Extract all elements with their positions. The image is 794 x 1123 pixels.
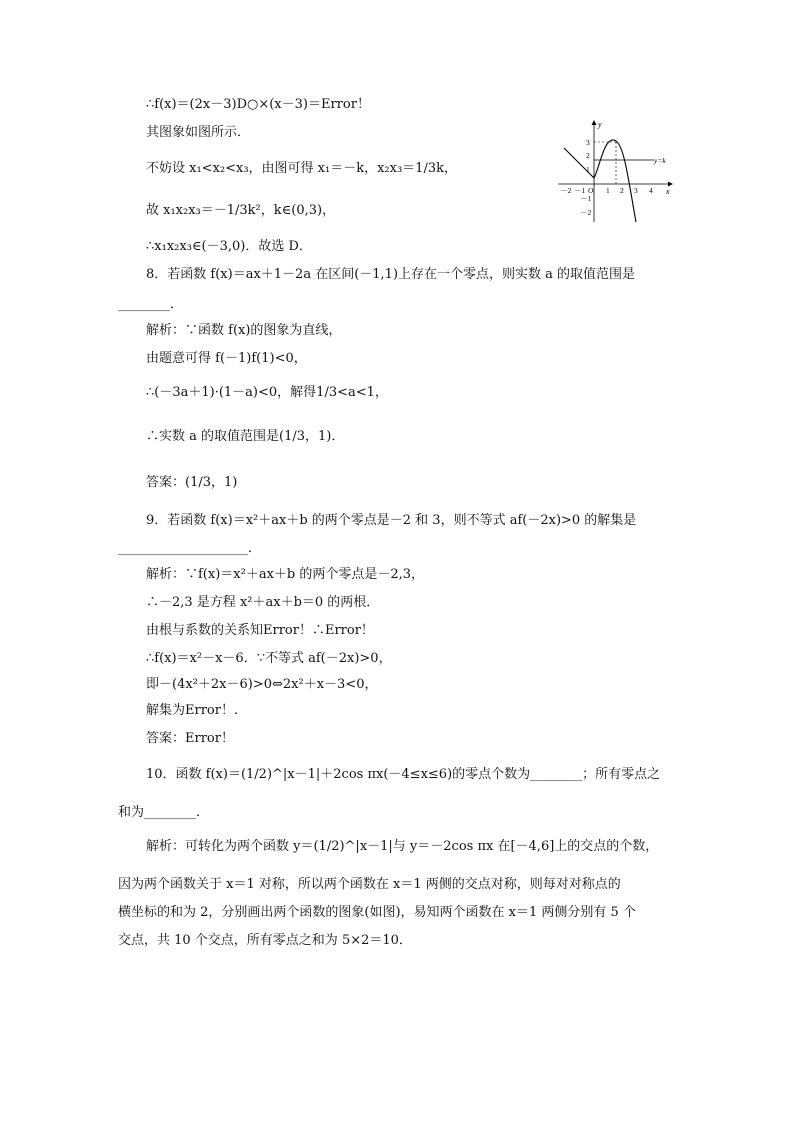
text: 解析：∵函数 f(x)的图象为直线， (146, 323, 342, 338)
text: 交点，共 10 个交点，所有零点之和为 5×2＝10． (118, 933, 412, 948)
x-axis-arrow (668, 182, 673, 187)
l21 (146, 730, 234, 748)
l09 (146, 350, 307, 368)
l06 (146, 266, 635, 284)
l12 (146, 474, 237, 492)
l02 (146, 124, 250, 142)
x-axis-label: x (666, 187, 670, 196)
line-label: y=k (654, 156, 666, 165)
l15 (146, 566, 424, 584)
origin-label: O (588, 186, 594, 195)
text: ∴(－3a＋1)·(1－a)<0，解得1/3<a<1， (146, 385, 388, 400)
x-tick-3: 3 (634, 186, 638, 195)
l20 (146, 702, 238, 720)
y-tick-neg2: －2 (580, 208, 592, 217)
function-graph (556, 118, 676, 226)
text: 横坐标的和为 2，分别画出两个函数的图象(如图)，易知两个函数在 x＝1 两侧分别有 5 个 (118, 905, 636, 920)
l07 (118, 296, 183, 314)
text: 因为两个函数关于 x＝1 对称，所以两个函数在 x＝1 两侧的交点对称，则每对对称点的 (118, 877, 621, 892)
text: 答案：Error！ (146, 731, 234, 746)
y-tick-3: 3 (586, 138, 590, 147)
text: ∴－2,3 是方程 x²＋ax＋b＝0 的两根． (146, 595, 380, 610)
l16 (146, 594, 379, 612)
text: 10．函数 f(x)＝(1/2)^|x－1|＋2cos πx(－4≤x≤6)的零点个数为________；所有零点之 (146, 767, 661, 782)
x-tick-4: 4 (649, 186, 653, 195)
text: 解析：∵f(x)＝x²＋ax＋b 的两个零点是－2,3， (146, 567, 425, 582)
y-axis-label: y (598, 120, 602, 129)
curve (564, 140, 636, 222)
text: 由题意可得 f(－1)f(1)<0， (146, 351, 307, 366)
l26 (118, 904, 636, 922)
l13 (146, 512, 636, 530)
text: 不妨设 x₁<x₂<x₃，由图可得 x₁＝－k，x₂x₃＝1/3k， (146, 161, 457, 176)
l05 (146, 238, 312, 256)
l17 (146, 622, 374, 640)
text: 和为________． (118, 805, 210, 820)
l08 (146, 322, 341, 340)
text: ∴x₁x₂x₃∈(－3,0)．故选 D． (146, 239, 312, 254)
text: 8．若函数 f(x)＝ax＋1－2a 在区间(－1,1)上存在一个零点，则实数 a 的取值范围是 (146, 267, 636, 282)
y-axis-arrow (592, 120, 597, 125)
l01 (146, 96, 370, 114)
l10 (146, 384, 388, 402)
x-tick-neg1: －1 (574, 186, 586, 195)
l14 (118, 540, 261, 558)
text: 解集为Error！. (146, 703, 239, 718)
l19 (146, 676, 377, 694)
text: ________． (118, 297, 184, 312)
x-tick-1: 1 (606, 186, 610, 195)
text: 解析：可转化为两个函数 y＝(1/2)^|x－1|与 y＝－2cos πx 在[－4,6]上的交点的个数， (146, 839, 659, 854)
l18 (146, 650, 392, 668)
x-tick-neg2: －2 (560, 186, 572, 195)
l22 (146, 766, 660, 784)
l24 (146, 838, 658, 856)
y-tick-2: 2 (586, 151, 590, 160)
l04 (146, 202, 335, 220)
text: ∴f(x)＝x²－x－6．∵不等式 af(－2x)>0， (146, 651, 392, 666)
l25 (118, 876, 621, 894)
text: ∴实数 a 的取值范围是(1/3，1)． (146, 429, 345, 444)
l03 (146, 160, 457, 178)
text: 由根与系数的关系知Error！∴Error！ (146, 623, 374, 638)
text: 答案：(1/3，1) (146, 475, 238, 490)
text: ____________________． (118, 541, 262, 556)
l11 (146, 428, 344, 446)
text: ∴f(x)＝(2x－3)D○×(x－3)＝Error！ (146, 97, 370, 112)
y-tick-neg1: －1 (580, 194, 592, 203)
x-tick-2: 2 (620, 186, 624, 195)
text: 即－(4x²＋2x－6)>0⇔2x²＋x－3<0， (146, 677, 378, 692)
text: 故 x₁x₂x₃＝－1/3k²，k∈(0,3)， (146, 203, 336, 218)
y-tick-1: 1 (586, 165, 590, 174)
text: 其图象如图所示． (146, 125, 251, 140)
l27 (118, 932, 412, 950)
text: 9．若函数 f(x)＝x²＋ax＋b 的两个零点是－2 和 3，则不等式 af(－2x)>0 的解集是 (146, 513, 637, 528)
l23 (118, 804, 209, 822)
